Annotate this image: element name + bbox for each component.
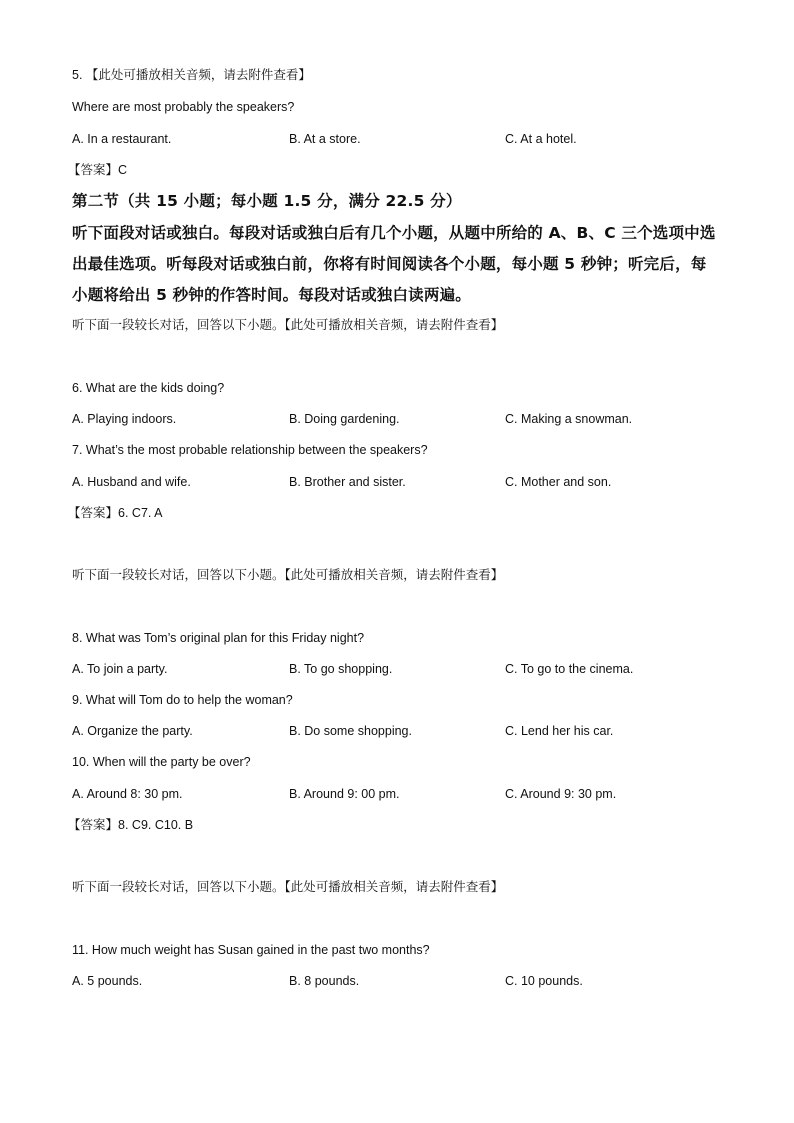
q10-option-b: B. Around 9: 00 pm.: [289, 787, 400, 801]
q8-question: 8. What was Tom’s original plan for this Friday night?: [72, 631, 365, 645]
q9-question: 9. What will Tom do to help the woman?: [72, 693, 293, 707]
section2-instruction-2: 出最佳选项。听每段对话或独白前，你将有时间阅读各个小题，每小题 5 秒钟；听完后，每: [72, 255, 707, 273]
q6-options: [72, 410, 772, 428]
section2-title: 第二节（共 15 小题；每小题 1.5 分，满分 22.5 分）: [72, 192, 462, 210]
group2-prompt: 听下面一段较长对话，回答以下小题。【此处可播放相关音频，请去附件查看】: [72, 568, 504, 582]
q5-answer-line: [68, 161, 128, 179]
q9-option-c: C. Lend her his car.: [505, 724, 614, 738]
q10-question: 10. When will the party be over?: [72, 755, 251, 769]
q10-option-c: C. Around 9: 30 pm.: [505, 787, 617, 801]
q7-option-a: A. Husband and wife.: [72, 475, 191, 489]
group2-answer-line: [68, 816, 194, 834]
q9-options: [72, 722, 772, 740]
q8-option-a: A. To join a party.: [72, 662, 168, 676]
q5-option-a: A. In a restaurant.: [72, 132, 172, 146]
answer-tag: 【答案】: [68, 818, 119, 832]
q8-option-c: C. To go to the cinema.: [505, 662, 634, 676]
group1-answer-line: [68, 504, 163, 522]
group1-prompt: 听下面一段较长对话，回答以下小题。【此处可播放相关音频，请去附件查看】: [72, 318, 504, 332]
q6-option-c: C. Making a snowman.: [505, 412, 633, 426]
q10-option-a: A. Around 8: 30 pm.: [72, 787, 183, 801]
group3-prompt: 听下面一段较长对话，回答以下小题。【此处可播放相关音频，请去附件查看】: [72, 880, 504, 894]
q6-option-b: B. Doing gardening.: [289, 412, 400, 426]
group2-answer: 8. C9. C10. B: [118, 818, 194, 832]
q11-question: 11. How much weight has Susan gained in the past two months?: [72, 943, 430, 957]
q9-option-a: A. Organize the party.: [72, 724, 193, 738]
q5-option-c: C. At a hotel.: [505, 132, 577, 146]
section2-instruction-1: 听下面段对话或独白。每段对话或独白后有几个小题，从题中所给的 A、B、C 三个选项中选: [72, 224, 716, 242]
q10-options: [72, 785, 772, 803]
q5-header: 5. 【此处可播放相关音频，请去附件查看】: [72, 68, 311, 82]
answer-tag: 【答案】: [68, 163, 119, 177]
q5-options: [72, 130, 772, 148]
q5-question: Where are most probably the speakers?: [72, 100, 295, 114]
q6-question: 6. What are the kids doing?: [72, 381, 225, 395]
q8-option-b: B. To go shopping.: [289, 662, 393, 676]
q5-answer: C: [118, 163, 128, 177]
group1-answer: 6. C7. A: [118, 506, 163, 520]
q11-option-a: A. 5 pounds.: [72, 974, 143, 988]
q6-option-a: A. Playing indoors.: [72, 412, 177, 426]
q7-option-c: C. Mother and son.: [505, 475, 612, 489]
q7-option-b: B. Brother and sister.: [289, 475, 406, 489]
q11-options: [72, 972, 772, 990]
q9-option-b: B. Do some shopping.: [289, 724, 412, 738]
q11-option-b: B. 8 pounds.: [289, 974, 360, 988]
answer-tag: 【答案】: [68, 506, 119, 520]
q7-question: 7. What’s the most probable relationship between the speakers?: [72, 443, 428, 457]
q7-options: [72, 473, 772, 491]
q5-option-b: B. At a store.: [289, 132, 361, 146]
q11-option-c: C. 10 pounds.: [505, 974, 583, 988]
q8-options: [72, 660, 772, 678]
section2-instruction-3: 小题将给出 5 秒钟的作答时间。每段对话或独白读两遍。: [72, 286, 471, 304]
